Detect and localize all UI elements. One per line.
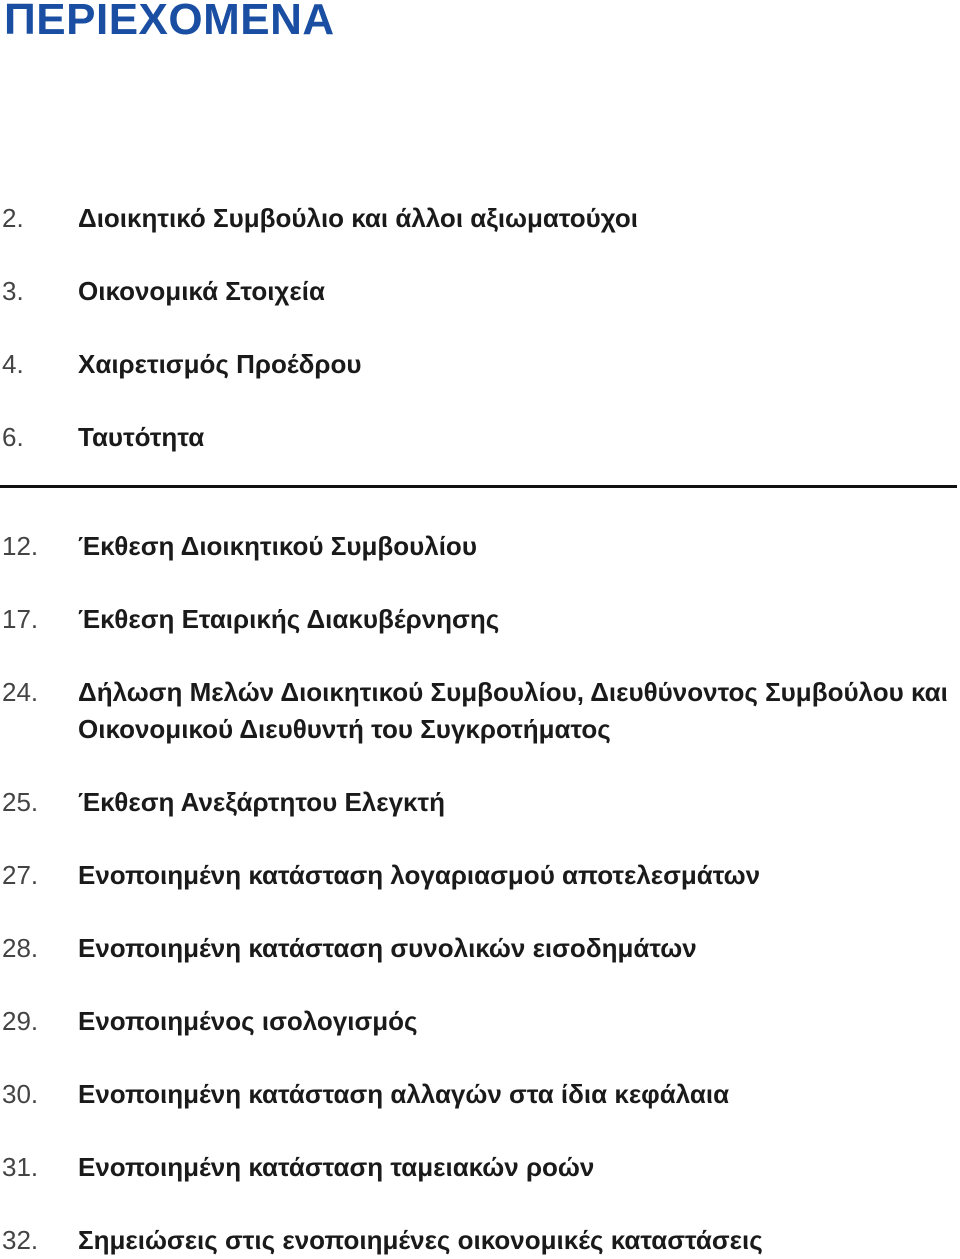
toc-entry-title: Διοικητικό Συμβούλιο και άλλοι αξιωματούχοι bbox=[78, 203, 638, 233]
toc-entry-title: Σημειώσεις στις ενοποιημένες οικονομικές καταστάσεις bbox=[78, 1225, 763, 1255]
toc-page-number: 4. bbox=[2, 349, 24, 379]
toc-entry-title: Ενοποιημένος ισολογισμός bbox=[78, 1006, 418, 1036]
toc-page-number: 29. bbox=[2, 1006, 39, 1036]
page-title: ΠΕΡΙΕΧΟΜΕΝΑ bbox=[4, 0, 335, 44]
toc-entry-title: Ενοποιημένη κατάσταση αλλαγών στα ίδια κεφάλαια bbox=[78, 1079, 730, 1109]
toc-page-number: 27. bbox=[2, 860, 39, 890]
toc-page-number: 32. bbox=[2, 1225, 39, 1255]
toc-page-number: 25. bbox=[2, 787, 39, 817]
toc-page-number: 30. bbox=[2, 1079, 39, 1109]
toc-entry-title: Ταυτότητα bbox=[78, 422, 205, 452]
toc-entry-title: Έκθεση Εταιρικής Διακυβέρνησης bbox=[78, 604, 500, 634]
toc-page-number: 31. bbox=[2, 1152, 39, 1182]
toc-entry-title: Ενοποιημένη κατάσταση συνολικών εισοδημάτων bbox=[78, 933, 697, 963]
toc-entry-title: Χαιρετισμός Προέδρου bbox=[78, 349, 362, 379]
toc-page-number: 24. bbox=[2, 677, 39, 707]
toc-entry-title: Έκθεση Διοικητικού Συμβουλίου bbox=[78, 531, 477, 561]
toc-page-number: 12. bbox=[2, 531, 39, 561]
toc-page-number: 3. bbox=[2, 276, 24, 306]
toc-page-number: 2. bbox=[2, 203, 24, 233]
toc-page-number: 28. bbox=[2, 933, 39, 963]
toc-page-number: 17. bbox=[2, 604, 39, 634]
toc-entry-title: Ενοποιημένη κατάσταση ταμειακών ροών bbox=[78, 1152, 595, 1182]
toc-entry-title: Ενοποιημένη κατάσταση λογαριασμού αποτελεσμάτων bbox=[78, 860, 761, 890]
toc-entry-title: Έκθεση Ανεξάρτητου Ελεγκτή bbox=[78, 787, 446, 817]
toc-page-number: 6. bbox=[2, 422, 24, 452]
toc-entry-title-line2: Οικονομικού Διευθυντή του Συγκροτήματος bbox=[78, 714, 611, 744]
section-divider bbox=[0, 485, 957, 488]
toc-entry-title: Οικονομικά Στοιχεία bbox=[78, 276, 325, 306]
toc-entry-title: Δήλωση Μελών Διοικητικού Συμβουλίου, Διευθύνοντος Συμβούλου και bbox=[78, 677, 948, 707]
